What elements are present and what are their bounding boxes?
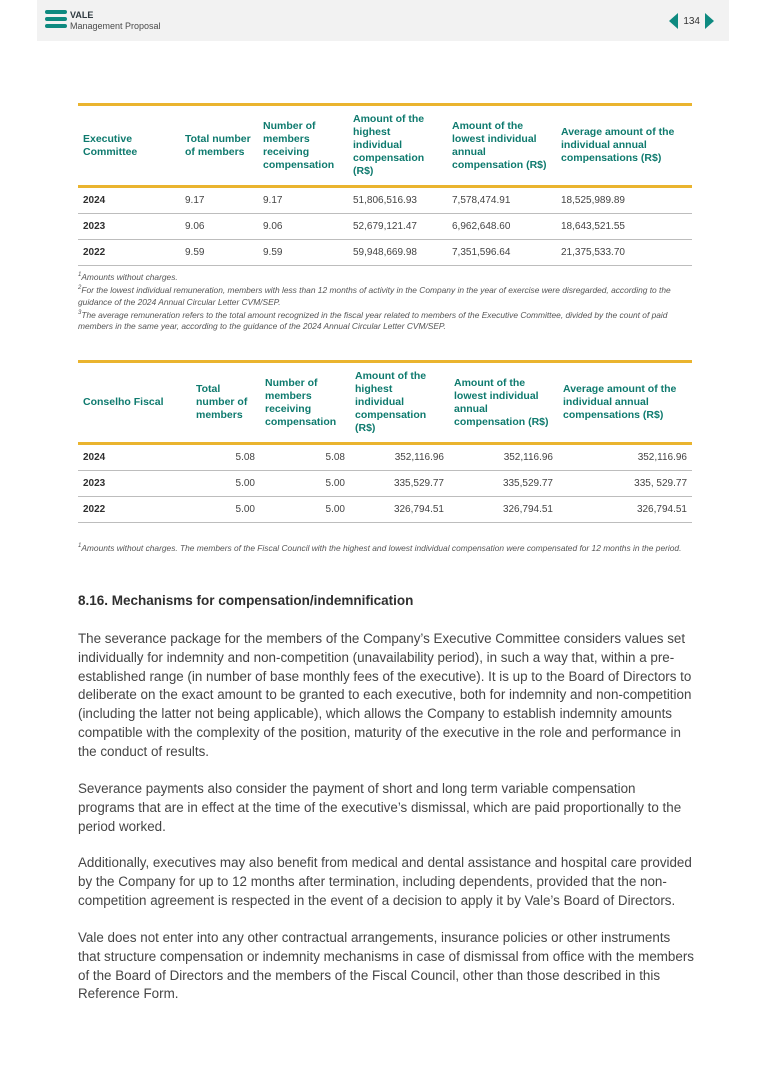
body-paragraph: Vale does not enter into any other contractual arrangements, insurance policies or other instruments that structure compensation or indemnity mechanisms in case of dismissal from office with the members of the Board of Directors and the members of the Fiscal Council, other than those described in this Reference Form. <box>78 930 694 1002</box>
section-title: 8.16. Mechanisms for compensation/indemnification <box>78 593 414 608</box>
column-header: Amount of the lowest individual annual compensation (R$) <box>452 119 547 171</box>
brand-block <box>70 10 161 32</box>
table-header-row <box>78 105 692 187</box>
table-cell: 5.00 <box>191 497 260 523</box>
table-cell: 5.08 <box>191 444 260 471</box>
fiscal-council-table <box>78 360 692 523</box>
table-header-row <box>78 362 692 444</box>
table-cell: 6,962,648.60 <box>447 214 556 240</box>
table-cell: 326,794.51 <box>350 497 449 523</box>
table-cell: 335, 529.77 <box>558 471 692 497</box>
page-number: 134 <box>683 15 700 27</box>
column-header: Conselho Fiscal <box>83 396 164 408</box>
table-cell: 18,525,989.89 <box>556 187 692 214</box>
table-cell: 2024 <box>78 444 191 471</box>
table-cell: 51,806,516.93 <box>348 187 447 214</box>
table-cell: 59,948,669.98 <box>348 240 447 266</box>
footnote: $^1$Amounts without charges. <box>78 271 178 282</box>
vale-logo-icon <box>45 10 67 30</box>
body-paragraph: Severance payments also consider the payment of short and long term variable compensation programs that are in effect at the time of the executive’s dismissal, which are paid proportionally to the period worked. <box>78 781 682 834</box>
table-row <box>78 214 692 240</box>
table-cell: 352,116.96 <box>558 444 692 471</box>
column-header: Amount of the highest individual compensation (R$) <box>353 113 425 177</box>
table-cell: 352,116.96 <box>449 444 558 471</box>
page-navigation <box>669 13 714 29</box>
brand-subtitle: Management Proposal <box>70 21 161 31</box>
table-cell: 2023 <box>78 214 180 240</box>
table-cell: 9.06 <box>258 214 348 240</box>
column-header: Executive Committee <box>83 132 138 158</box>
table-cell: 335,529.77 <box>350 471 449 497</box>
next-page-icon[interactable] <box>705 13 714 29</box>
table-cell: 9.06 <box>180 214 258 240</box>
column-header: Average amount of the individual annual compensations (R$) <box>563 383 677 421</box>
footnote: $^3$The average remuneration refers to the total amount recognized in the fiscal year related to members of the Executive Committee, divided by the count of paid members in the same year, according to the guidance of the 2024 Annual Circular Letter CVM/SEP. <box>78 309 668 332</box>
column-header: Total number of members <box>196 383 248 421</box>
column-header: Amount of the lowest individual annual compensation (R$) <box>454 376 549 428</box>
table-cell: 2022 <box>78 240 180 266</box>
table-cell: 2022 <box>78 497 191 523</box>
table2-footnotes <box>78 541 692 554</box>
column-header: Number of members receiving compensation <box>263 119 335 171</box>
table-cell: 352,116.96 <box>350 444 449 471</box>
body-paragraph: The severance package for the members of the Company’s Executive Committee considers values set individually for indemnity and non-competition (unavailability period), in such a way that, within a pre-established range (in number of base monthly fees of the executive). It is up to the Board of Directors to deliberate on the exact amount to be granted to each executive, both for indemnity and non-competition (including the latter not being applicable), which allows the Company to establish indemnity amounts compatible with the complexity of the position, maturity of the executive in the role and performance in the conduct of results. <box>78 631 692 759</box>
table-cell: 52,679,121.47 <box>348 214 447 240</box>
executive-committee-table <box>78 103 692 266</box>
table-cell: 326,794.51 <box>558 497 692 523</box>
footnote: $^1$Amounts without charges. The members of the Fiscal Council with the highest and lowest individual compensation were compensated for 12 months in the period. <box>78 542 682 553</box>
table-cell: 5.00 <box>191 471 260 497</box>
table-row <box>78 497 692 523</box>
table-cell: 7,351,596.64 <box>447 240 556 266</box>
footnote: $^2$For the lowest individual remuneration, members with less than 12 months of activity in the Company in the year of exercise were disregarded, according to the guidance of the 2024 Annual Circular Letter CVM/SEP. <box>78 285 671 307</box>
table-row <box>78 444 692 471</box>
previous-page-icon[interactable] <box>669 13 678 29</box>
brand-name: VALE <box>70 10 94 20</box>
body-paragraph: Additionally, executives may also benefit from medical and dental assistance and hospital care provided by the Company for up to 12 months after termination, including dependents, provided that the non-competition agreement is respected in the event of a decision to apply it by Vale’s Board of Directors. <box>78 855 692 908</box>
table-cell: 335,529.77 <box>449 471 558 497</box>
table-cell: 21,375,533.70 <box>556 240 692 266</box>
table-cell: 9.17 <box>258 187 348 214</box>
column-header: Number of members receiving compensation <box>265 376 337 428</box>
table-cell: 2024 <box>78 187 180 214</box>
table-cell: 2023 <box>78 471 191 497</box>
table-cell: 7,578,474.91 <box>447 187 556 214</box>
column-header: Amount of the highest individual compensation (R$) <box>355 370 427 434</box>
page-header <box>37 0 729 41</box>
table-row <box>78 471 692 497</box>
table-cell: 9.17 <box>180 187 258 214</box>
table-row <box>78 187 692 214</box>
column-header: Average amount of the individual annual compensations (R$) <box>561 126 675 164</box>
table-cell: 9.59 <box>180 240 258 266</box>
table-cell: 18,643,521.55 <box>556 214 692 240</box>
table-cell: 326,794.51 <box>449 497 558 523</box>
table-cell: 5.00 <box>260 471 350 497</box>
table-cell: 5.08 <box>260 444 350 471</box>
table-cell: 9.59 <box>258 240 348 266</box>
table-row <box>78 240 692 266</box>
column-header: Total number of members <box>185 132 251 158</box>
table1-footnotes <box>78 270 692 333</box>
table-cell: 5.00 <box>260 497 350 523</box>
